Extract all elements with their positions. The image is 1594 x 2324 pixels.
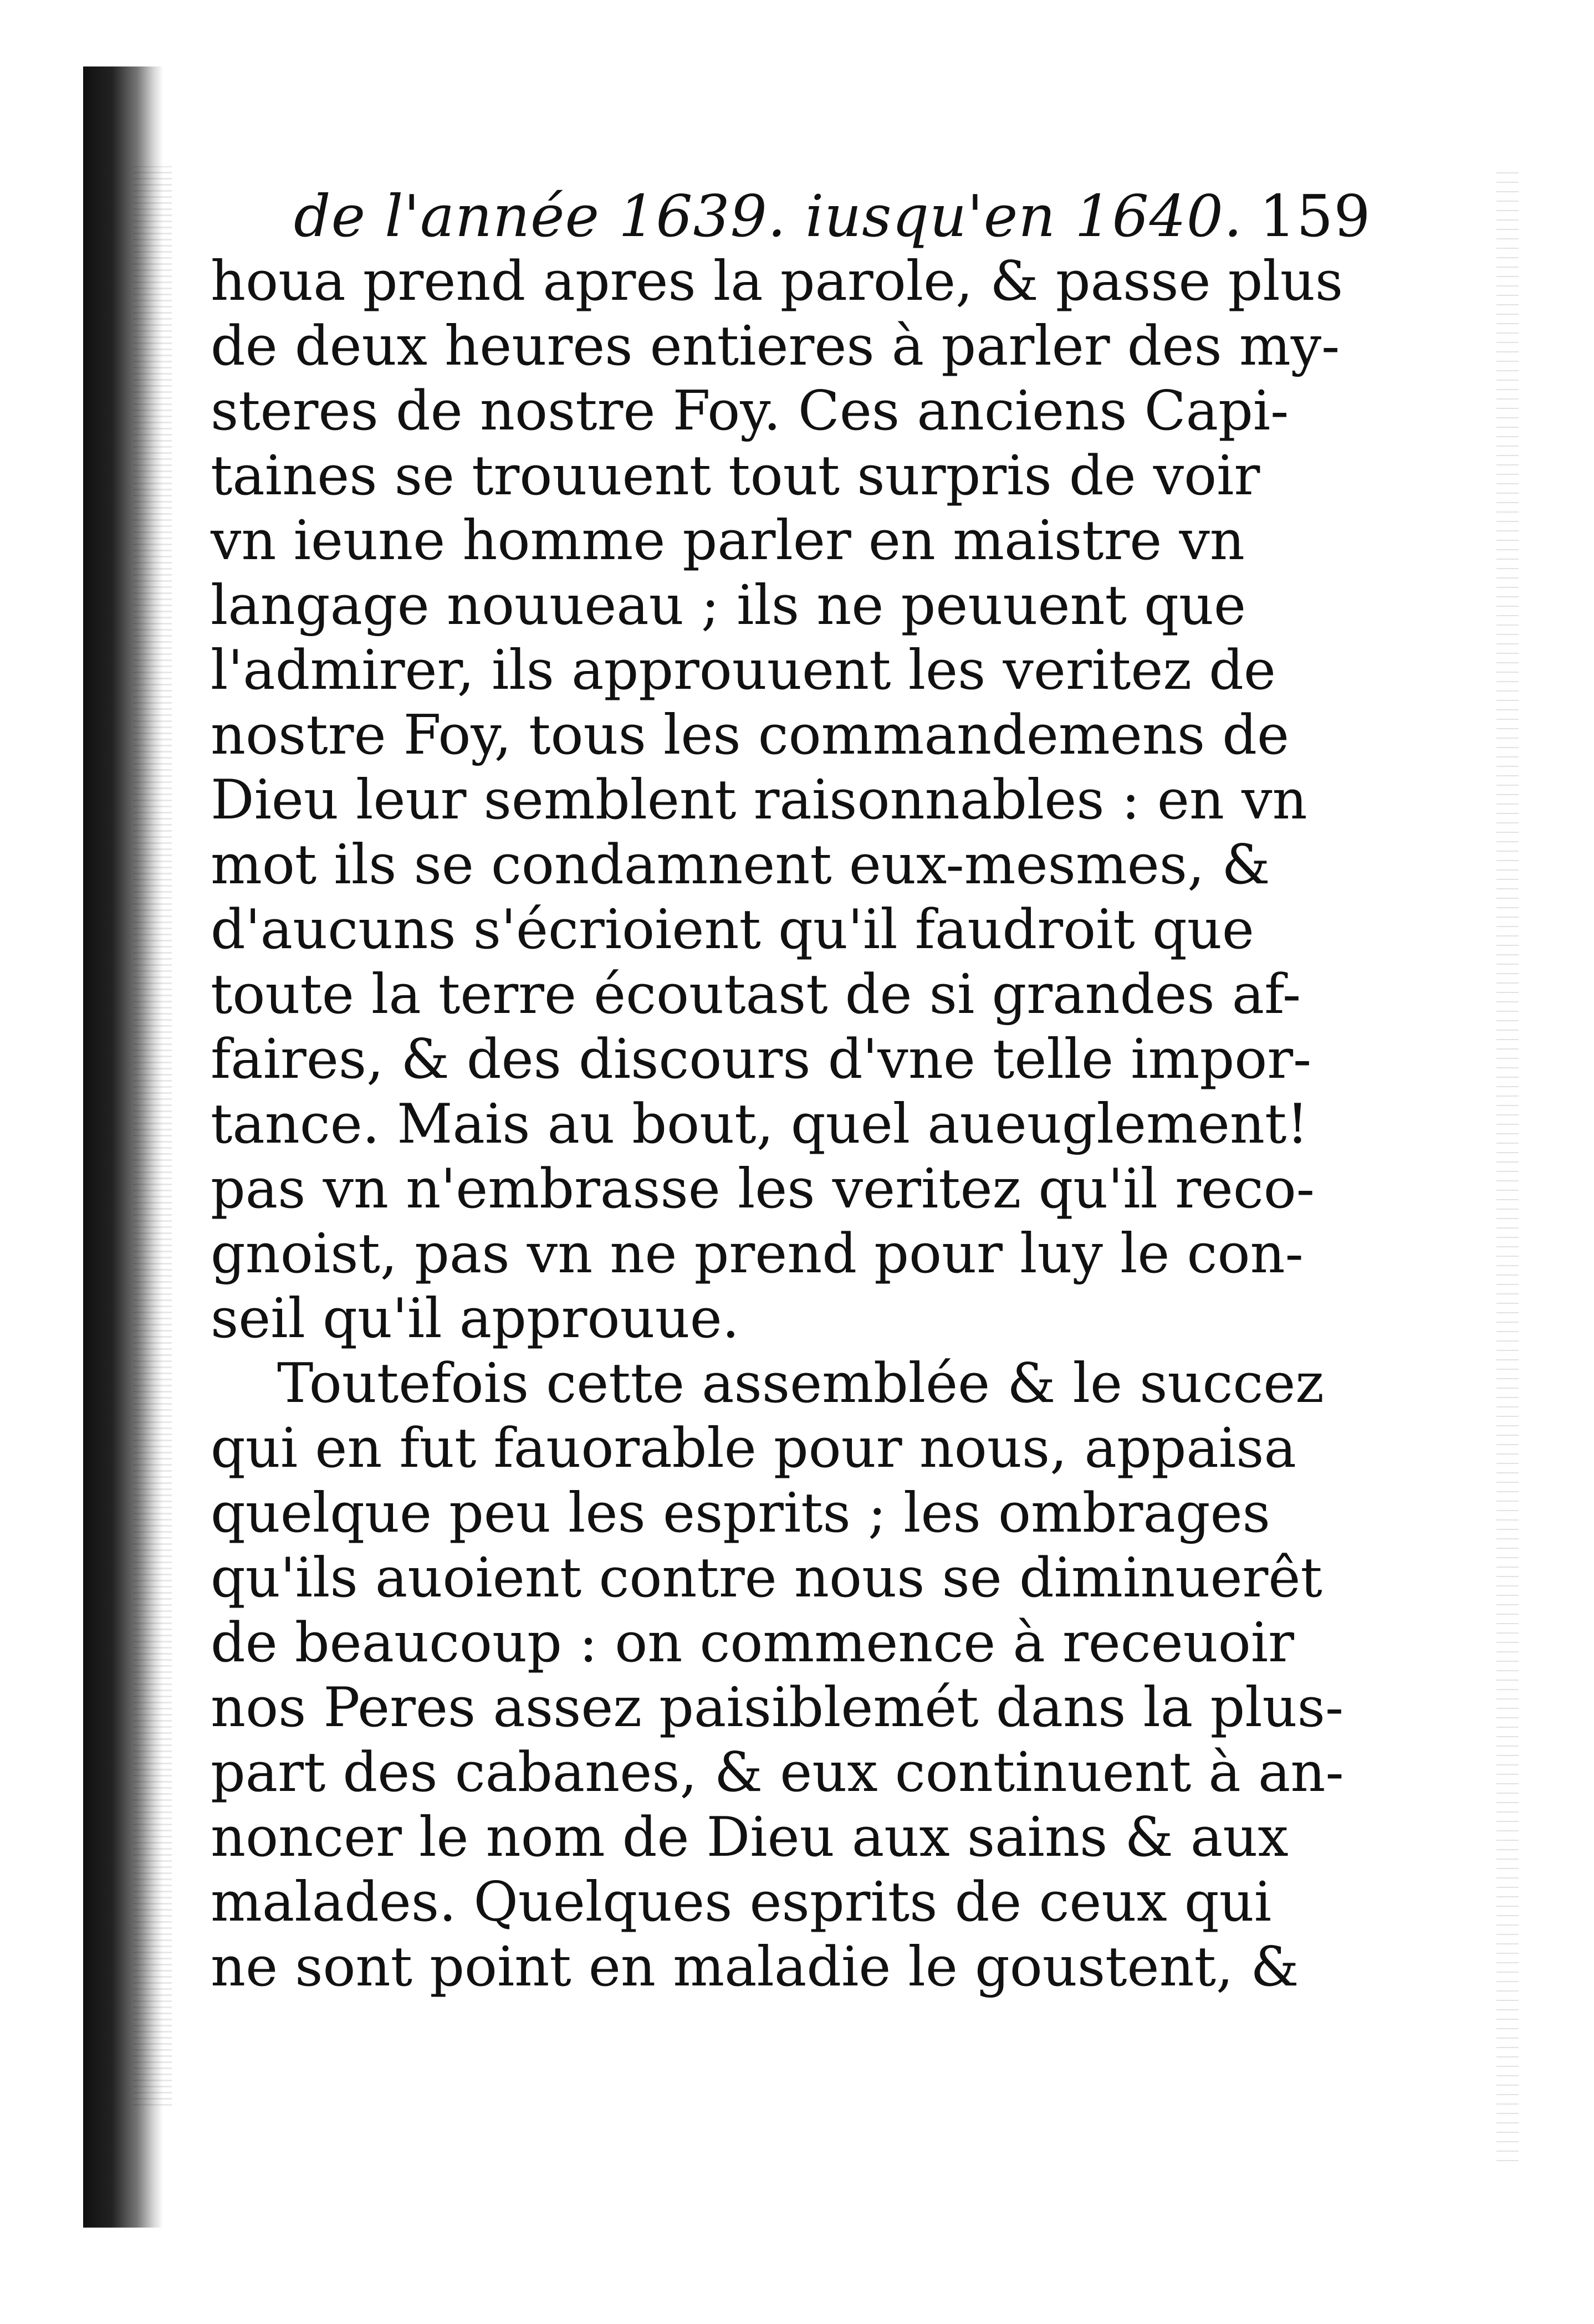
text-line: qui en fut fauorable pour nous, appaisa — [211, 1417, 1296, 1480]
paragraph-1 — [211, 249, 1343, 1352]
text-line: langage nouueau ; ils ne peuuent que — [211, 574, 1246, 637]
text-line: ne sont point en maladie le goustent, & — [211, 1936, 1299, 1999]
text-line: faires, & des discours d'vne telle impor- — [211, 1028, 1312, 1091]
running-head-title: de l'année 1639. iusqu'en 1640. — [294, 182, 1243, 250]
text-line: gnoist, pas vn ne prend pour luy le con- — [211, 1222, 1304, 1286]
text-line: malades. Quelques esprits de ceux qui — [211, 1871, 1272, 1934]
text-line: vn ieune homme parler en maistre vn — [211, 509, 1245, 572]
text-line: mot ils se condamnent eux-mesmes, & — [211, 833, 1270, 897]
text-line: steres de nostre Foy. Ces anciens Capi- — [211, 380, 1289, 443]
text-line: Toutefois cette assemblée & le succez — [277, 1352, 1324, 1415]
text-line: taines se trouuent tout surpris de voir — [211, 444, 1260, 508]
text-line: noncer le nom de Dieu aux sains & aux — [211, 1806, 1289, 1869]
text-line: nostre Foy, tous les commandemens de — [211, 704, 1290, 767]
text-line: quelque peu les esprits ; les ombrages — [211, 1482, 1270, 1545]
text-line: part des cabanes, & eux continuent à an- — [211, 1741, 1344, 1804]
gutter-scan-noise — [133, 166, 172, 2106]
text-line: qu'ils auoient contre nous se diminuerêt — [211, 1547, 1322, 1610]
text-line: toute la terre écoutast de si grandes af- — [211, 963, 1301, 1026]
text-line: de beaucoup : on commence à receuoir — [211, 1611, 1294, 1675]
text-line: seil qu'il approuue. — [211, 1287, 739, 1350]
text-line: pas vn n'embrasse les veritez qu'il reco- — [211, 1158, 1315, 1221]
right-edge-scan-noise — [1496, 166, 1519, 2161]
page-text-block — [211, 182, 1371, 2000]
text-line: Dieu leur semblent raisonnables : en vn — [211, 769, 1307, 832]
text-line: houa prend apres la parole, & passe plus — [211, 250, 1343, 313]
page-number: 159 — [1259, 182, 1371, 250]
text-line: d'aucuns s'écrioient qu'il faudroit que — [211, 898, 1254, 961]
text-line: tance. Mais au bout, quel aueuglement! — [211, 1093, 1309, 1156]
paragraph-2 — [211, 1352, 1344, 2000]
text-line: nos Peres assez paisiblemét dans la plus- — [211, 1676, 1344, 1739]
text-line: l'admirer, ils approuuent les veritez de — [211, 639, 1276, 702]
text-line: de deux heures entieres à parler des my- — [211, 315, 1340, 378]
running-head — [294, 182, 1371, 250]
